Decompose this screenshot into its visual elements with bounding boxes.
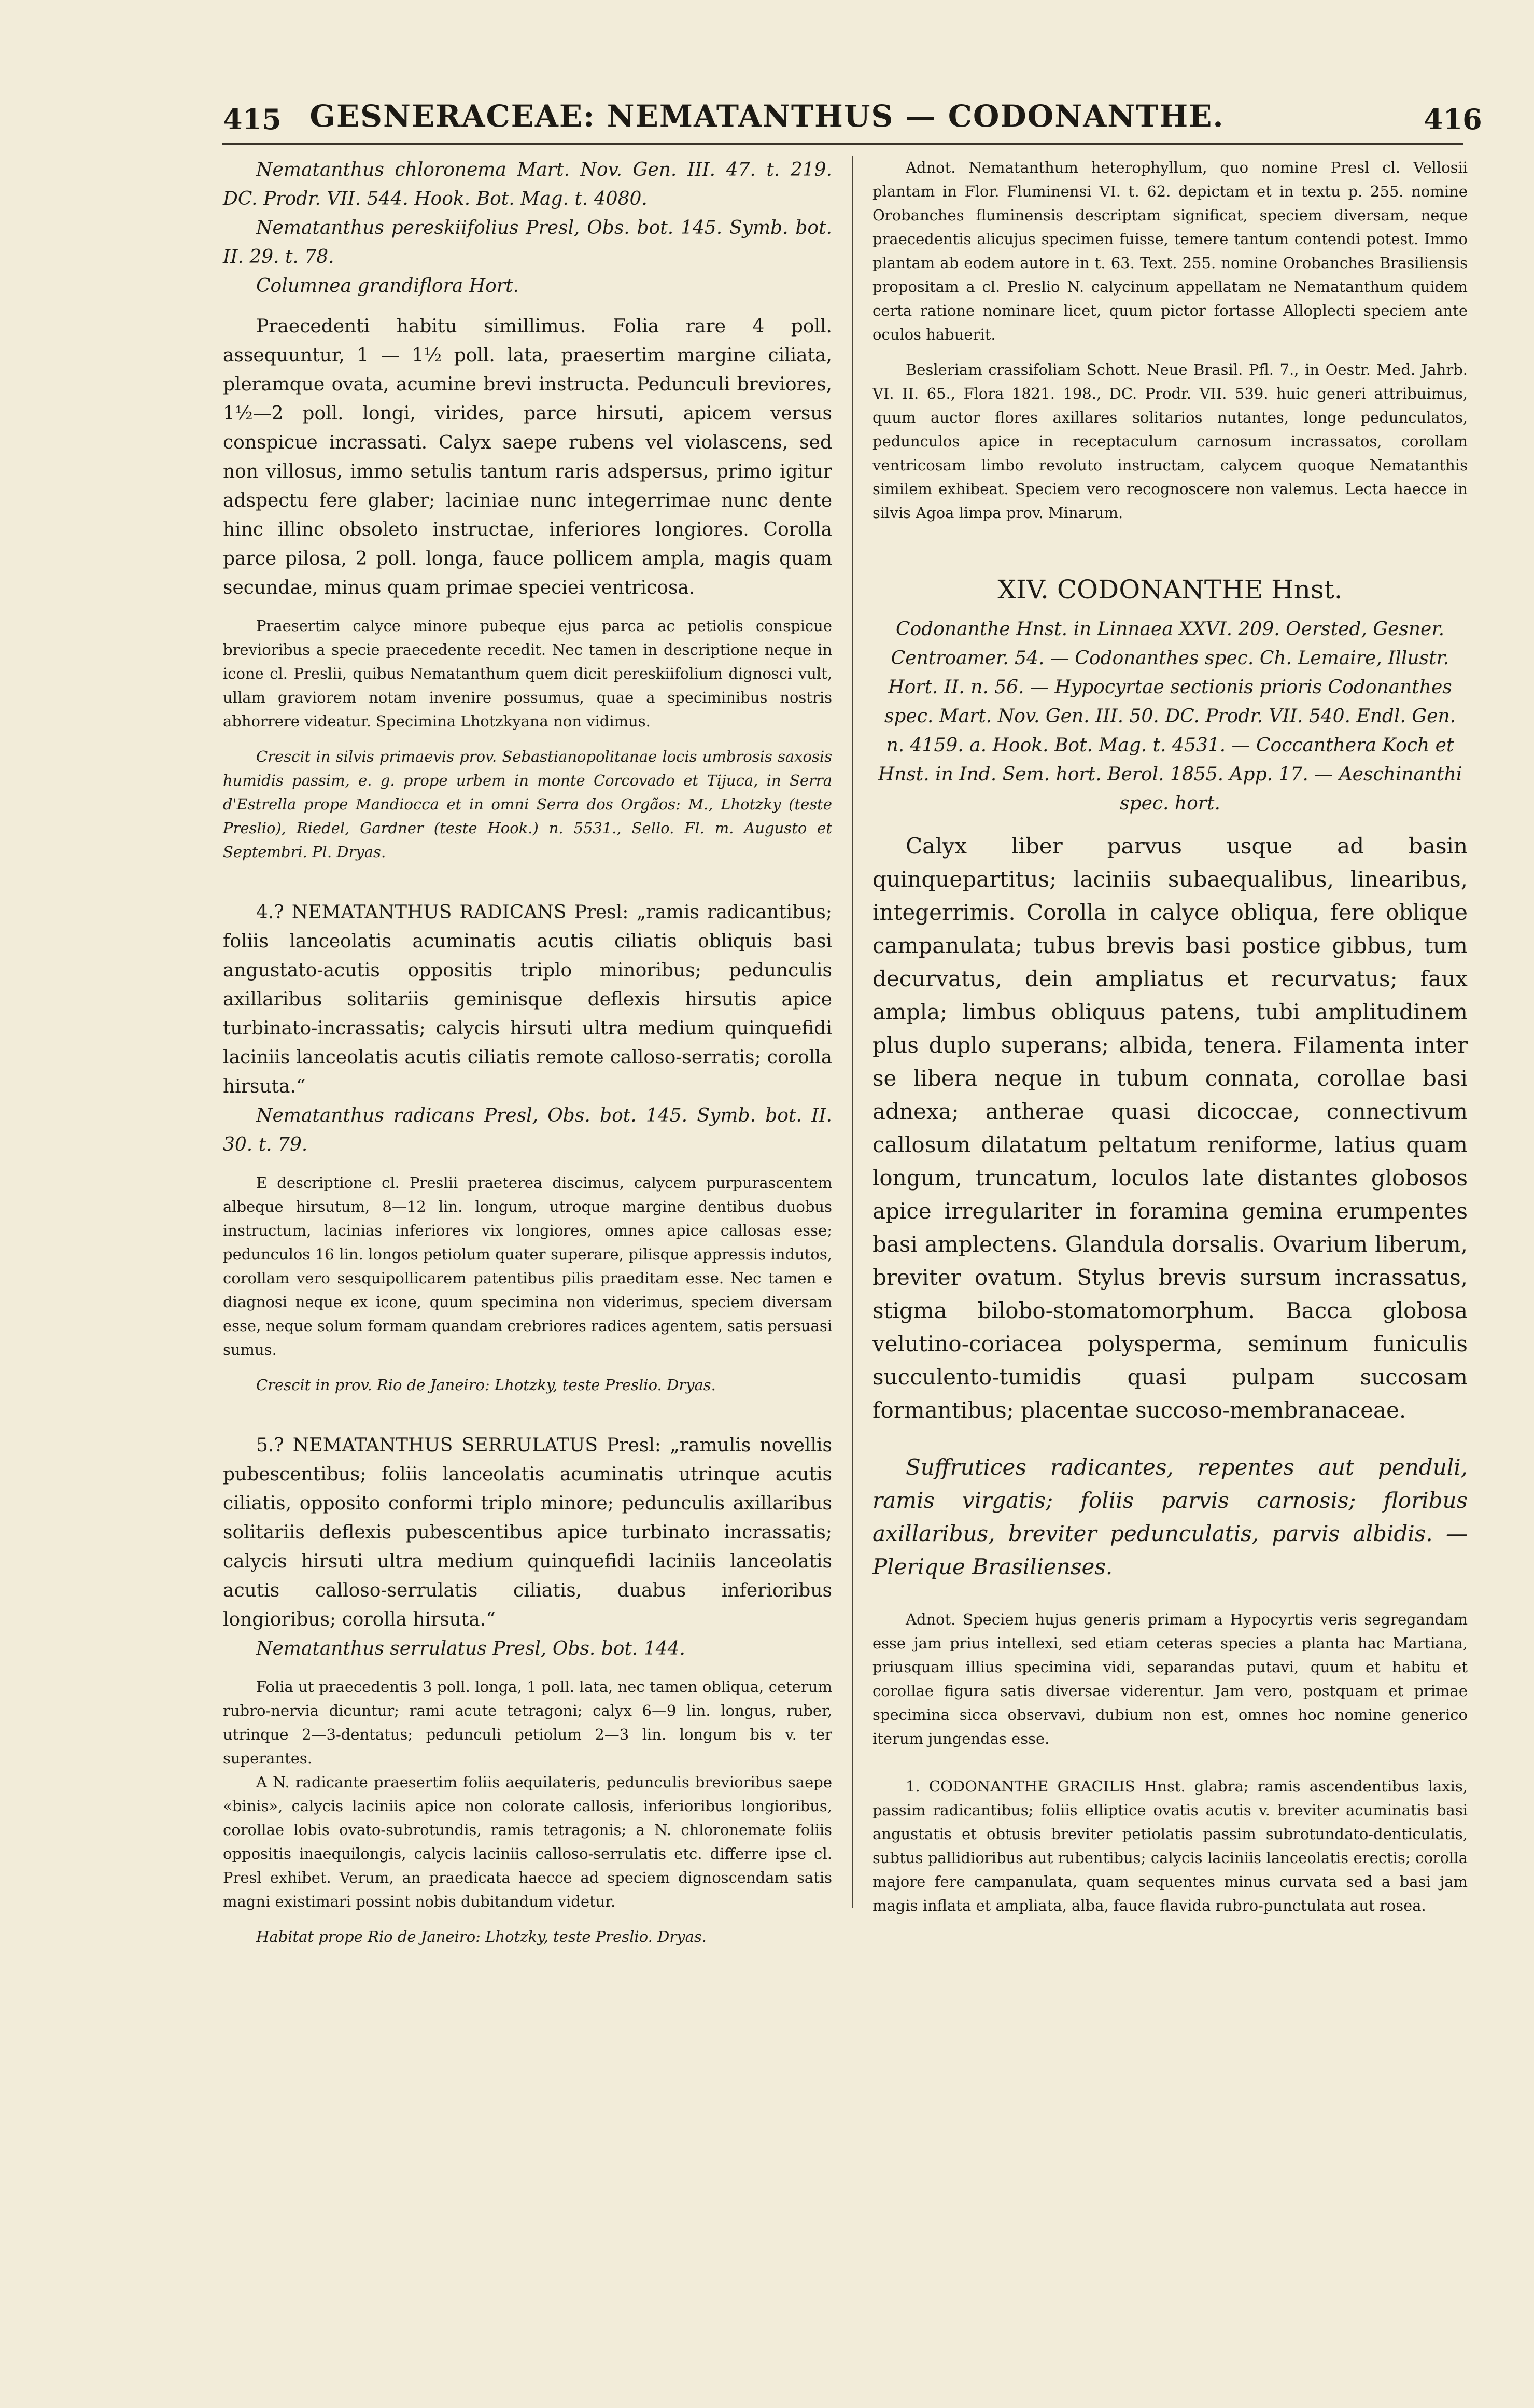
- genus-description: Calyx liber parvus usque ad basin quinquepartitus; laciniis subaequalibus, linearibus, integerrimis. Corolla in calyce obliqua, fere oblique campanulata; tubus brevis basi postice gibbus, tum decurvatus, dein ampliatus et recurvatus; faux ampla; limbus obliquus patens, tubi amplitudinem plus duplo superans; albida, tenera. Filamenta inter se libera neque in tubum connata, corollae basi adnexa; antherae quasi dicoccae, connectivum callosum dilatatum peltatum reniforme, latius quam longum, truncatum, loculos late distantes globosos apice irregulariter in foramina gemina erumpentes basi amplectens. Glandula dorsalis. Ovarium liberum, breviter ovatum. Stylus brevis sursum incrassatus, stigma bilobo-stomatomorphum. Bacca globosa velutino-coriacea polysperma, seminum funiculis succulento-tumidis quasi pulpam succosam formantibus; placentae succoso-membranaceae.: [872, 833, 1468, 1423]
- page-number-left: 415: [223, 103, 282, 136]
- remark-paragraph: Folia ut praecedentis 3 poll. longa, 1 poll. lata, nec tamen obliqua, ceterum rubro-nervia dicuntur; rami acute tetragoni; calyx 6—9 lin. longus, ruber, utrinque 2—3-dentatus; pedunculi petiolum 2—3 lin. longum bis v. ter superantes.: [223, 1678, 832, 1767]
- annotation-paragraph: Adnot. Nematanthum heterophyllum, quo nomine Presl cl. Vellosii plantam in Flor. Fluminensi VI. t. 62. depictam et in textu p. 255. nomine Orobanches fluminensis descriptam significat, speciem diversam, neque praecedentis alicujus specimen fuisse, temere tantum contendi potest. Immo plantam ab eodem autore in t. 63. Text. 255. nomine Orobanches Brasiliensis propositam a cl. Preslio N. calycinum appellatam ne Nematanthum quidem certa ratione nominare licet, quum pictor fortasse Alloplecti speciem ante oculos habuerit.: [872, 159, 1468, 343]
- annotation-paragraph: Besleriam crassifoliam Schott. Neue Brasil. Pfl. 7., in Oestr. Med. Jahrb. VI. II. 65., Flora 1821. 198., DC. Prodr. VII. 539. huic generi attribuimus, quum auctor flores axillares solitarios nutantes, longe pedunculatos, pedunculos apice in receptaculum carnosum incrassatos, corollam ventricosam limbo revoluto instructam, calycem quoque Nematanthis similem exhibeat. Speciem vero recognoscere non valemus. Lecta haecce in silvis Agoa limpa prov. Minarum.: [872, 361, 1468, 522]
- synonym-line: Nematanthus pereskiifolius Presl, Obs. bot. 145. Symb. bot. II. 29. t. 78.: [223, 217, 832, 268]
- synonym-line: Nematanthus chloronema Mart. Nov. Gen. III. 47. t. 219. DC. Prodr. VII. 544. Hook. Bot. Mag. t. 4080.: [223, 159, 832, 209]
- annotation-paragraph: Adnot. Speciem hujus generis primam a Hypocyrtis veris segregandam esse jam prius intellexi, sed etiam ceteras species a planta hac Martiana, priusquam illius specimina vidi, separandas putavi, quum et habitu et corollae figura satis diversae viderentur. Jam vero, postquam et primae specimina sicca observavi, dubium non est, omnes hoc nomine generico iterum jungendas esse.: [872, 1611, 1468, 1747]
- genus-synonymy: Codonanthe Hnst. in Linnaea XXVI. 209. Oersted, Gesner. Centroamer. 54. — Codonanthes spec. Ch. Lemaire, Illustr. Hort. II. n. 56. — Hypocyrtae sectionis prioris Codonanthes spec. Mart. Nov. Gen. III. 50. DC. Prodr. VII. 540. Endl. Gen. n. 4159. a. Hook. Bot. Mag. t. 4531. — Coccanthera Koch et Hnst. in Ind. Sem. hort. Berol. 1855. App. 17. — Aeschinanthi spec. hort.: [878, 619, 1462, 814]
- remark-paragraph: E descriptione cl. Preslii praeterea discimus, calycem purpurascentem albeque hirsutum, 8—12 lin. longum, utroque margine dentibus duobus instructum, lacinias inferiores vix longiores, omnes apice callosas esse; pedunculos 16 lin. longos petiolum quater superare, pilisque appressis indutos, corollam vero sesquipollicarem patentibus pilis praeditam esse. Nec tamen e diagnosi neque ex icone, quum specimina non viderimus, speciem diversam esse, neque solum formam quandam crebriores radices agentem, satis persuasi sumus.: [223, 1174, 832, 1359]
- habitat-paragraph: Habitat prope Rio de Janeiro: Lhotzky, teste Preslio. Dryas.: [256, 1928, 707, 1945]
- habitat-paragraph: Crescit in prov. Rio de Janeiro: Lhotzky, teste Preslio. Dryas.: [256, 1376, 716, 1394]
- genus-habit: Suffrutices radicantes, repentes aut penduli, ramis virgatis; foliis parvis carnosis; floribus axillaribus, breviter pedunculatis, parvis albidis. — Plerique Brasilienses.: [872, 1454, 1468, 1579]
- left-column: [223, 156, 832, 1949]
- synonym-line: Columnea grandiflora Hort.: [256, 275, 519, 297]
- synonym-line: Nematanthus radicans Presl, Obs. bot. 145. Symb. bot. II. 30. t. 79.: [223, 1105, 832, 1155]
- habitat-paragraph: Crescit in silvis primaevis prov. Sebastianopolitanae locis umbrosis saxosis humidis passim, e. g. prope urbem in monte Corcovado et Tijuca, in Serra d'Estrella prope Mandiocca et in omni Serra dos Orgãos: M., Lhotzky (teste Preslio), Riedel, Gardner (teste Hook.) n. 5531., Sello. Fl. m. Augusto et Septembri. Pl. Dryas.: [223, 748, 832, 861]
- synonym-line: Nematanthus serrulatus Presl, Obs. bot. 144.: [256, 1638, 685, 1659]
- right-column: [872, 156, 1468, 1917]
- column-divider: [852, 156, 853, 1908]
- species-diagnosis: 1. CODONANTHE GRACILIS Hnst. glabra; ramis ascendentibus laxis, passim radicantibus; foliis elliptice ovatis acutis v. breviter acuminatis basi angustatis et obtusis breviter petiolatis passim subrotundato-denticulatis, subtus pallidioribus aut rubentibus; calycis laciniis lanceolatis erectis; corolla majore fere campanulata, quam sequentes minus curvata sed a basi jam magis inflata et ampliata, alba, fauce flavida rubro-punctulata aut rosea.: [872, 1777, 1468, 1914]
- species-description: Praecedenti habitu simillimus. Folia rare 4 poll. assequuntur, 1 — 1½ poll. lata, praesertim margine ciliata, pleramque ovata, acumine brevi instructa. Pedunculi breviores, 1½—2 poll. longi, virides, parce hirsuti, apicem versus conspicue incrassati. Calyx saepe rubens vel violascens, sed non villosus, immo setulis tantum raris adspersus, primo igitur adspectu fere glaber; laciniae nunc integerrimae nunc dente hinc illinc obsoleto instructae, inferiores longiores. Corolla parce pilosa, 2 poll. longa, fauce pollicem ampla, magis quam secundae, minus quam primae speciei ventricosa.: [223, 316, 832, 598]
- species-diagnosis: 5.? NEMATANTHUS SERRULATUS Presl: „ramulis novellis pubescentibus; foliis lanceolatis acuminatis utrinque acutis ciliatis, opposito conformi triplo minore; pedunculis axillaribus solitariis deflexis pubescentibus apice turbinato incrassatis; calycis hirsuti ultra medium quinquefidi laciniis lanceolatis acutis calloso-serrulatis ciliatis, duabus inferioribus longioribus; corolla hirsuta.“: [223, 1435, 832, 1630]
- page-number-right: 416: [1424, 103, 1482, 136]
- remark-paragraph: Praesertim calyce minore pubeque ejus parca ac petiolis conspicue brevioribus a specie praecedente recedit. Nec tamen in descriptione neque in icone cl. Preslii, quibus Nematanthum quem dicit pereskiifolium dignosci vult, ullam graviorem notam invenire possumus, quae a speciminibus nostris abhorrere videatur. Specimina Lhotzkyana non vidimus.: [223, 617, 832, 730]
- running-head: GESNERACEAE: NEMATANTHUS — CODONANTHE.: [309, 99, 1225, 134]
- genus-heading: XIV. CODONANTHE Hnst.: [997, 575, 1343, 605]
- species-diagnosis: 4.? NEMATANTHUS RADICANS Presl: „ramis radicantibus; foliis lanceolatis acuminatis acutis ciliatis obliquis basi angustato-acutis oppositis triplo minoribus; pedunculis axillaribus solitariis geminisque deflexis hirsutis apice turbinato-incrassatis; calycis hirsuti ultra medium quinquefidi laciniis lanceolatis acutis ciliatis remote calloso-serratis; corolla hirsuta.“: [223, 902, 832, 1097]
- remark-paragraph: A N. radicante praesertim foliis aequilateris, pedunculis brevioribus saepe «binis», calycis laciniis apice non colorate callosis, inferioribus longioribus, corollae lobis ovato-subrotundis, ramis tetragonis; a N. chloronemate foliis oppositis inaequilongis, calycis laciniis calloso-serrulatis etc. differre ipse cl. Presl exhibet. Verum, an praedicata haecce ad speciem dignoscendam satis magni existimari possint nobis dubitandum videtur.: [223, 1773, 832, 1910]
- header-rule: [222, 143, 1463, 145]
